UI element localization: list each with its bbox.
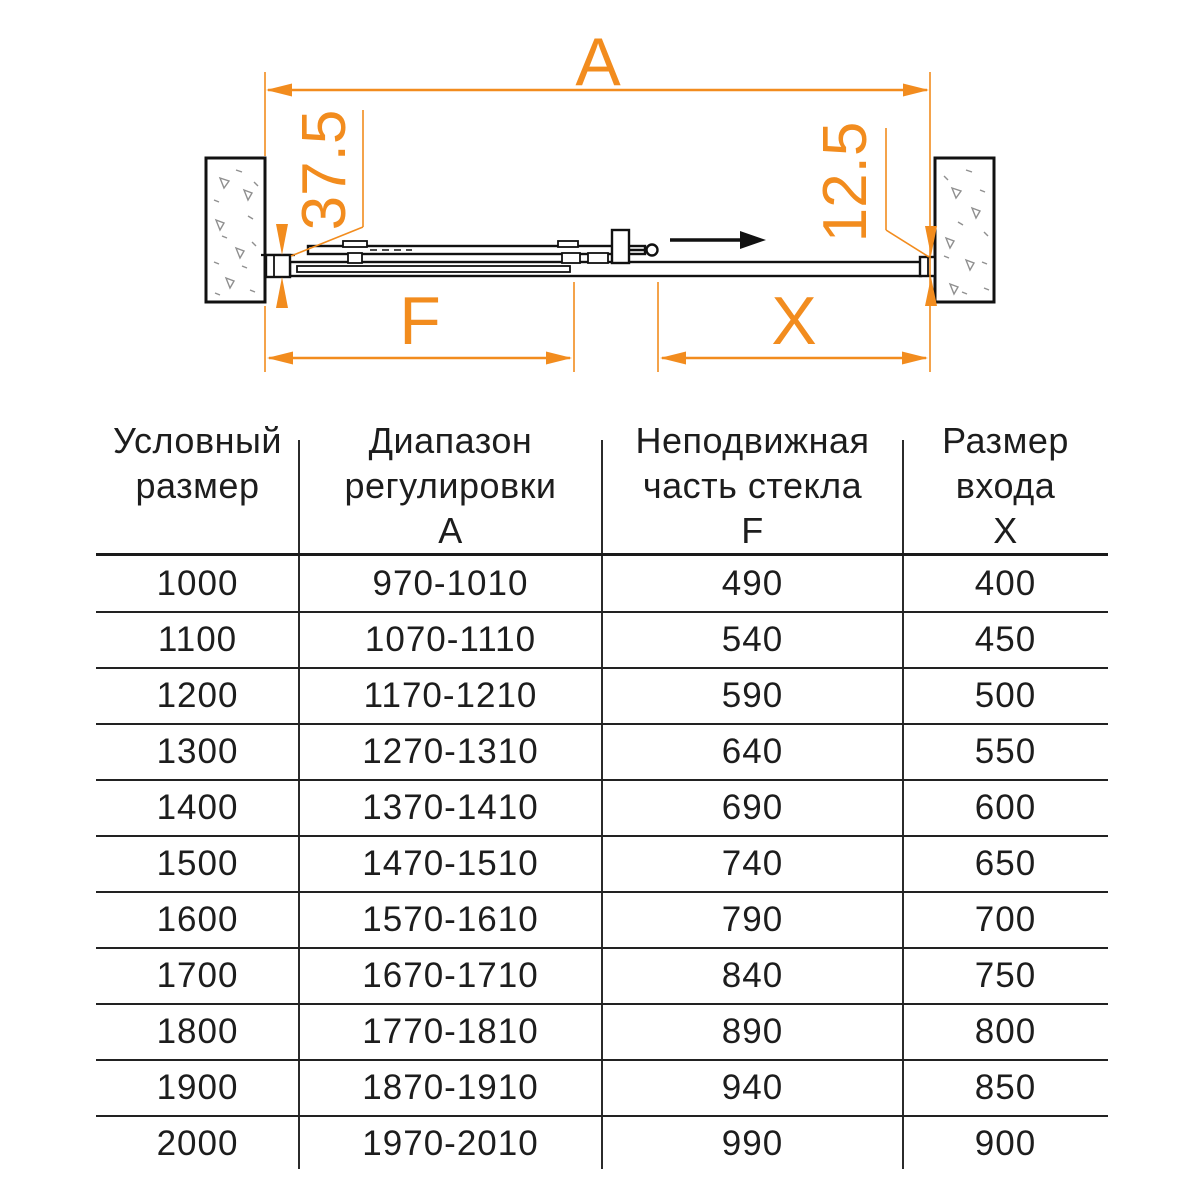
cell-range: 1670-1710 bbox=[362, 956, 539, 995]
header-range bbox=[299, 418, 602, 553]
fixed-glass-panel bbox=[297, 266, 570, 272]
cell-entrance: 750 bbox=[974, 956, 1037, 995]
cell-fixed: 490 bbox=[721, 564, 784, 603]
cell-size: 1500 bbox=[156, 844, 239, 883]
cell-range: 1570-1610 bbox=[362, 900, 539, 939]
header-line: Диапазон bbox=[368, 420, 533, 461]
cell-entrance: 800 bbox=[974, 1012, 1037, 1051]
table-row bbox=[96, 556, 1108, 612]
slide-direction-arrow bbox=[670, 231, 766, 249]
header-line: Неподвижная bbox=[635, 420, 870, 461]
header-line: Условный bbox=[113, 420, 282, 461]
cell-entrance: 550 bbox=[974, 732, 1037, 771]
cell-entrance: 400 bbox=[974, 564, 1037, 603]
cell-size: 1700 bbox=[156, 956, 239, 995]
cell-size: 1000 bbox=[156, 564, 239, 603]
label-A: A bbox=[575, 24, 621, 100]
cell-range: 970-1010 bbox=[372, 564, 529, 603]
header-line: размер bbox=[135, 465, 260, 506]
door-bracket bbox=[612, 230, 629, 263]
label-37-5: 37.5 bbox=[290, 109, 359, 231]
dimension-37-5 bbox=[276, 110, 363, 308]
cell-fixed: 990 bbox=[721, 1124, 784, 1163]
cell-range: 1870-1910 bbox=[362, 1068, 539, 1107]
label-F: F bbox=[399, 283, 441, 359]
cell-fixed: 690 bbox=[721, 788, 784, 827]
cell-range: 1470-1510 bbox=[362, 844, 539, 883]
cell-range: 1370-1410 bbox=[362, 788, 539, 827]
left-wall-profile bbox=[261, 255, 295, 277]
cell-range: 1270-1310 bbox=[362, 732, 539, 771]
header-fixed bbox=[602, 418, 903, 553]
dimension-12-5 bbox=[811, 122, 937, 306]
cell-range: 1070-1110 bbox=[364, 620, 537, 659]
header-symbol: X bbox=[993, 510, 1018, 551]
header-line: входа bbox=[955, 465, 1056, 506]
header-symbol: F bbox=[741, 510, 764, 551]
dimension-F bbox=[265, 282, 574, 372]
dimension-X bbox=[658, 282, 928, 372]
table-row bbox=[96, 612, 1108, 668]
cell-fixed: 640 bbox=[721, 732, 784, 771]
cell-entrance: 450 bbox=[974, 620, 1037, 659]
table-row bbox=[96, 1116, 1108, 1172]
cell-range: 1770-1810 bbox=[362, 1012, 539, 1051]
cell-range: 1170-1210 bbox=[363, 676, 538, 715]
label-12-5: 12.5 bbox=[811, 121, 880, 243]
table-row bbox=[96, 836, 1108, 892]
cell-entrance: 850 bbox=[974, 1068, 1037, 1107]
cell-size: 1900 bbox=[156, 1068, 239, 1107]
table-body bbox=[96, 556, 1108, 1172]
header-symbol: А bbox=[438, 510, 463, 551]
shower-door-plan-drawing bbox=[0, 0, 1200, 412]
cell-fixed: 890 bbox=[721, 1012, 784, 1051]
header-entrance bbox=[903, 418, 1108, 553]
table-row bbox=[96, 948, 1108, 1004]
cell-entrance: 650 bbox=[974, 844, 1037, 883]
cell-size: 1800 bbox=[156, 1012, 239, 1051]
cell-entrance: 600 bbox=[974, 788, 1037, 827]
table-row bbox=[96, 724, 1108, 780]
door-knob bbox=[647, 245, 658, 256]
header-line: регулировки bbox=[344, 465, 557, 506]
cell-range: 1970-2010 bbox=[362, 1124, 539, 1163]
table-row bbox=[96, 1004, 1108, 1060]
cell-fixed: 790 bbox=[721, 900, 784, 939]
cell-entrance: 700 bbox=[974, 900, 1037, 939]
table-row bbox=[96, 892, 1108, 948]
cell-size: 1400 bbox=[156, 788, 239, 827]
header-line: Размер bbox=[942, 420, 1069, 461]
cell-fixed: 590 bbox=[721, 676, 784, 715]
cell-fixed: 840 bbox=[721, 956, 784, 995]
cell-entrance: 500 bbox=[974, 676, 1037, 715]
right-wall bbox=[935, 158, 994, 302]
cell-fixed: 540 bbox=[721, 620, 784, 659]
cell-entrance: 900 bbox=[974, 1124, 1037, 1163]
table-row bbox=[96, 668, 1108, 724]
size-table bbox=[96, 418, 1108, 1178]
cell-size: 2000 bbox=[156, 1124, 239, 1163]
header-size bbox=[96, 418, 299, 508]
cell-fixed: 940 bbox=[721, 1068, 784, 1107]
cell-size: 1100 bbox=[157, 620, 238, 659]
cell-size: 1600 bbox=[156, 900, 239, 939]
table-row bbox=[96, 780, 1108, 836]
cell-size: 1300 bbox=[156, 732, 239, 771]
left-wall bbox=[206, 158, 265, 302]
right-wall-profile bbox=[920, 257, 935, 276]
header-line: часть стекла bbox=[642, 465, 863, 506]
label-X: X bbox=[771, 283, 817, 359]
table-row bbox=[96, 1060, 1108, 1116]
cell-size: 1200 bbox=[156, 676, 239, 715]
cell-fixed: 740 bbox=[721, 844, 784, 883]
